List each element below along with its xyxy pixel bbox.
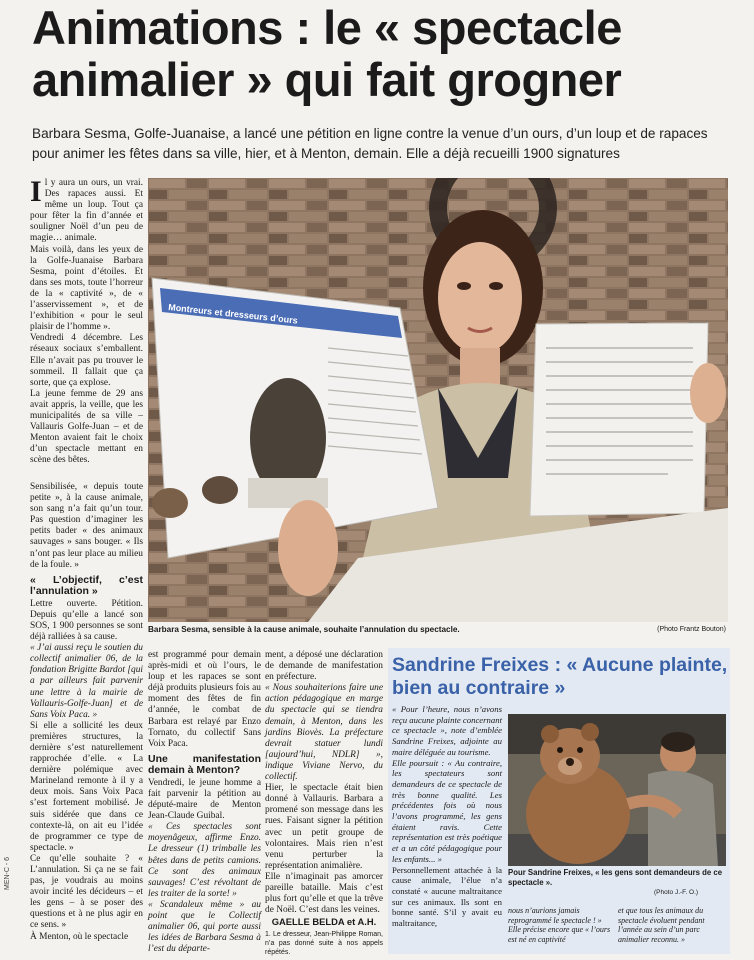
- column-a: [30, 175, 143, 466]
- main-photo: [148, 178, 728, 622]
- bear-photo-illustration: [508, 714, 726, 866]
- photo-caption: [148, 624, 728, 635]
- paragraph-text: l y aura un ours, un vrai. Des rapaces aussi. Et même un loup. Tout ça pour fêter la fin d’année et souligner Noël d’un peu de magie… animale.: [30, 178, 143, 244]
- paragraph: « Nous souhaiterions faire une action pédagogique en marge du spectacle qui se tiendra demain, à Menton, dans les jardins Biovès. La préfecture devrait statuer lundi [aujourd’hui, NDLR] », indique Viviane Nervo, du collectif.: [265, 683, 383, 783]
- intertitle: Une manifestation demain à Menton?: [148, 752, 261, 776]
- paragraph: [30, 175, 143, 245]
- bear-photo: [508, 714, 726, 866]
- paragraph: « J’ai aussi reçu le soutien du collectif animalier 06, de la fondation Brigitte Bardot [qui a par ailleurs fait parvenir une lettre à la mairie de Vallauris-Golfe-Juan] et de Sans Voix Paca. »: [30, 643, 143, 720]
- poster-title: Montreurs et dresseurs d’ours: [167, 302, 299, 326]
- paragraph: Personnellement attachée à la cause animale, l’élue n’a constaté « aucune maltraitance sur ces animaux. Ils sont en bonne santé. S’il y avait eu maltraitance,: [392, 864, 502, 929]
- lede: Barbara Sesma, Golfe-Juanaise, a lancé une pétition en ligne contre la venue d’un ours, d’un loup et de rapaces pour animer les fêtes dans sa ville, hier, et à Menton, demain. Elle a déjà recueilli 1900 signatures: [32, 126, 708, 161]
- headline-line-2: animalier » qui fait grogner: [32, 53, 622, 106]
- paragraph: Lettre ouverte. Pétition. Depuis qu’elle a lancé son SOS, 1 900 personnes se sont déjà ralliées à sa cause.: [30, 598, 143, 643]
- paragraph: et que tous les animaux du spectacle évoluent pendant l’année au sein d’un parc animalier reconnu. »: [618, 906, 705, 944]
- box-column-2: [508, 906, 612, 944]
- bear-photo-credit: (Photo J.-F. O.): [654, 889, 699, 896]
- paragraph: Hier, le spectacle était bien donné à Vallauris. Barbara a promené son message dans les rues. Faisant signer la pétition avec un petit groupe de volontaires. Mais rien n’est venu perturber la représentation animalière.: [265, 783, 383, 871]
- paragraph: Mais voilà, dans les yeux de la Golfe-Juanaise Barbara Sesma, point d’étoiles. Et dans ses mots, toute l’horreur de la « captivité », de « l’asservissement », et de l’exhibition « pour le seul plaisir de l’homme ».: [30, 244, 143, 333]
- paragraph: Sensibilisée, « depuis toute petite », à la cause animale, son sang n’a fait qu’un tour. Pas question d’imaginer les petits bader « des animaux sauvages » sans bouger. « Ils n’ont pas leur place au milieu de la foule. »: [30, 482, 143, 570]
- paragraph: La jeune femme de 29 ans avait appris, la veille, que les municipalités de sa ville – Vallauris Golfe-Juan – et de Menton avaient fait le choix d’un spectacle mettant en scène des bêtes.: [30, 388, 143, 466]
- main-photo-illustration: [148, 178, 728, 622]
- photo-credit: (Photo Frantz Bouton): [657, 626, 726, 633]
- paragraph: Vendredi 4 décembre. Les réseaux sociaux s’emballent. Elle n’avait pas pu trouver le sommeil. Il fallait que ça sorte, que ça explose.: [30, 333, 143, 388]
- column-a-continued: [30, 482, 143, 943]
- box-column-3: [618, 906, 726, 944]
- paragraph: nous n’aurions jamais reprogrammé le spectacle ! » Elle précise encore que « l’ours est né en captivité: [508, 906, 611, 944]
- column-c: [265, 650, 383, 957]
- intertitle: « L’objectif, c’est l’annulation »: [30, 573, 143, 597]
- caption-text: Barbara Sesma, sensible à la cause animale, souhaite l’annulation du spectacle.: [148, 625, 460, 634]
- signature: GAELLE BELDA et A.H.: [271, 916, 377, 928]
- box-title: Sandrine Freixes : « Aucune plainte, bien au contraire »: [392, 654, 728, 699]
- box-column-1: [392, 704, 502, 929]
- column-b: [148, 650, 261, 955]
- paragraph: « Scandaleux même » au point que le Collectif animalier 06, qui porte aussi les idées de Barbara Sesma à l’est du départe-: [148, 899, 261, 955]
- paragraph: À Menton, où le spectacle: [30, 931, 129, 942]
- page-tag: MEN-C - 6: [4, 856, 11, 890]
- headline-line-1: Animations : le « spectacle: [32, 1, 622, 54]
- paragraph: « Ces spectacles sont moyenâgeux, affirme Enzo. Le dresseur (1) trimballe les bêtes dans de petits camions. Ce sont des animaux sauvages! C’est révoltant de les traiter de la sorte! »: [148, 822, 261, 899]
- paragraph: « Pour l’heure, nous n’avons reçu aucune plainte concernant ce spectacle », note d’emblée Sandrine Freixes, adjointe au maire déléguée au tourisme.: [392, 704, 502, 757]
- bear-caption: Pour Sandrine Freixes, « les gens sont demandeurs de ce spectacle ».: [508, 868, 723, 887]
- dropcap: I: [30, 175, 42, 208]
- paragraph: ment, a déposé une déclaration de demande de manifestation en préfecture.: [265, 650, 383, 683]
- paragraph: Elle poursuit : « Au contraire, les spectateurs sont demandeurs de ce spectacle de très bonne qualité. Les précédentes fois où nous l’avons programmé, les gens étaient ravis. Cette représentation est très poétique et a un côté pédagogique pour les enfants... »: [392, 757, 502, 864]
- paragraph: Si elle a sollicité les deux premières structures, la dernière s’est naturellement rapprochée d’elle. « La dernière polémique avec Marineland remonte à il y a deux mois. Sans Voix Paca s’est fortement mobilisé. Je suis sidérée que dans ce contexte-là, on ait eu l’idée de programmer ce type de spectacle. »: [30, 720, 143, 853]
- paragraph: Ce qu’elle souhaite ? « L’annulation. Si ça ne se fait pas, je voudrais au moins avoir incité les décideurs – et les gens – à se poser des questions et à ne plus agir en ce sens. »: [30, 853, 143, 931]
- interview-box: [388, 648, 730, 954]
- paragraph: est programmé pour demain après-midi et où l’ours, le loup et les rapaces se sont déjà produits plusieurs fois au moment des fêtes de fin d’année, le combat de Barbara est relayé par Enzo Tornato, du collectif Sans Voix Paca.: [148, 650, 261, 749]
- paragraph: Elle n’imaginait pas amorcer pareille bataille. Mais c’est plus fort qu’elle et que la trêve de Noël. C’est dans les veines.: [265, 871, 383, 916]
- footnote: 1. Le dresseur, Jean-Philippe Roman, n’a pas donné suite à nos appels répétés.: [265, 931, 383, 957]
- paragraph: Vendredi, le jeune homme a fait parvenir la pétition au député-maire de Menton Jean-Claude Guibal.: [148, 777, 261, 822]
- headline: [32, 2, 732, 106]
